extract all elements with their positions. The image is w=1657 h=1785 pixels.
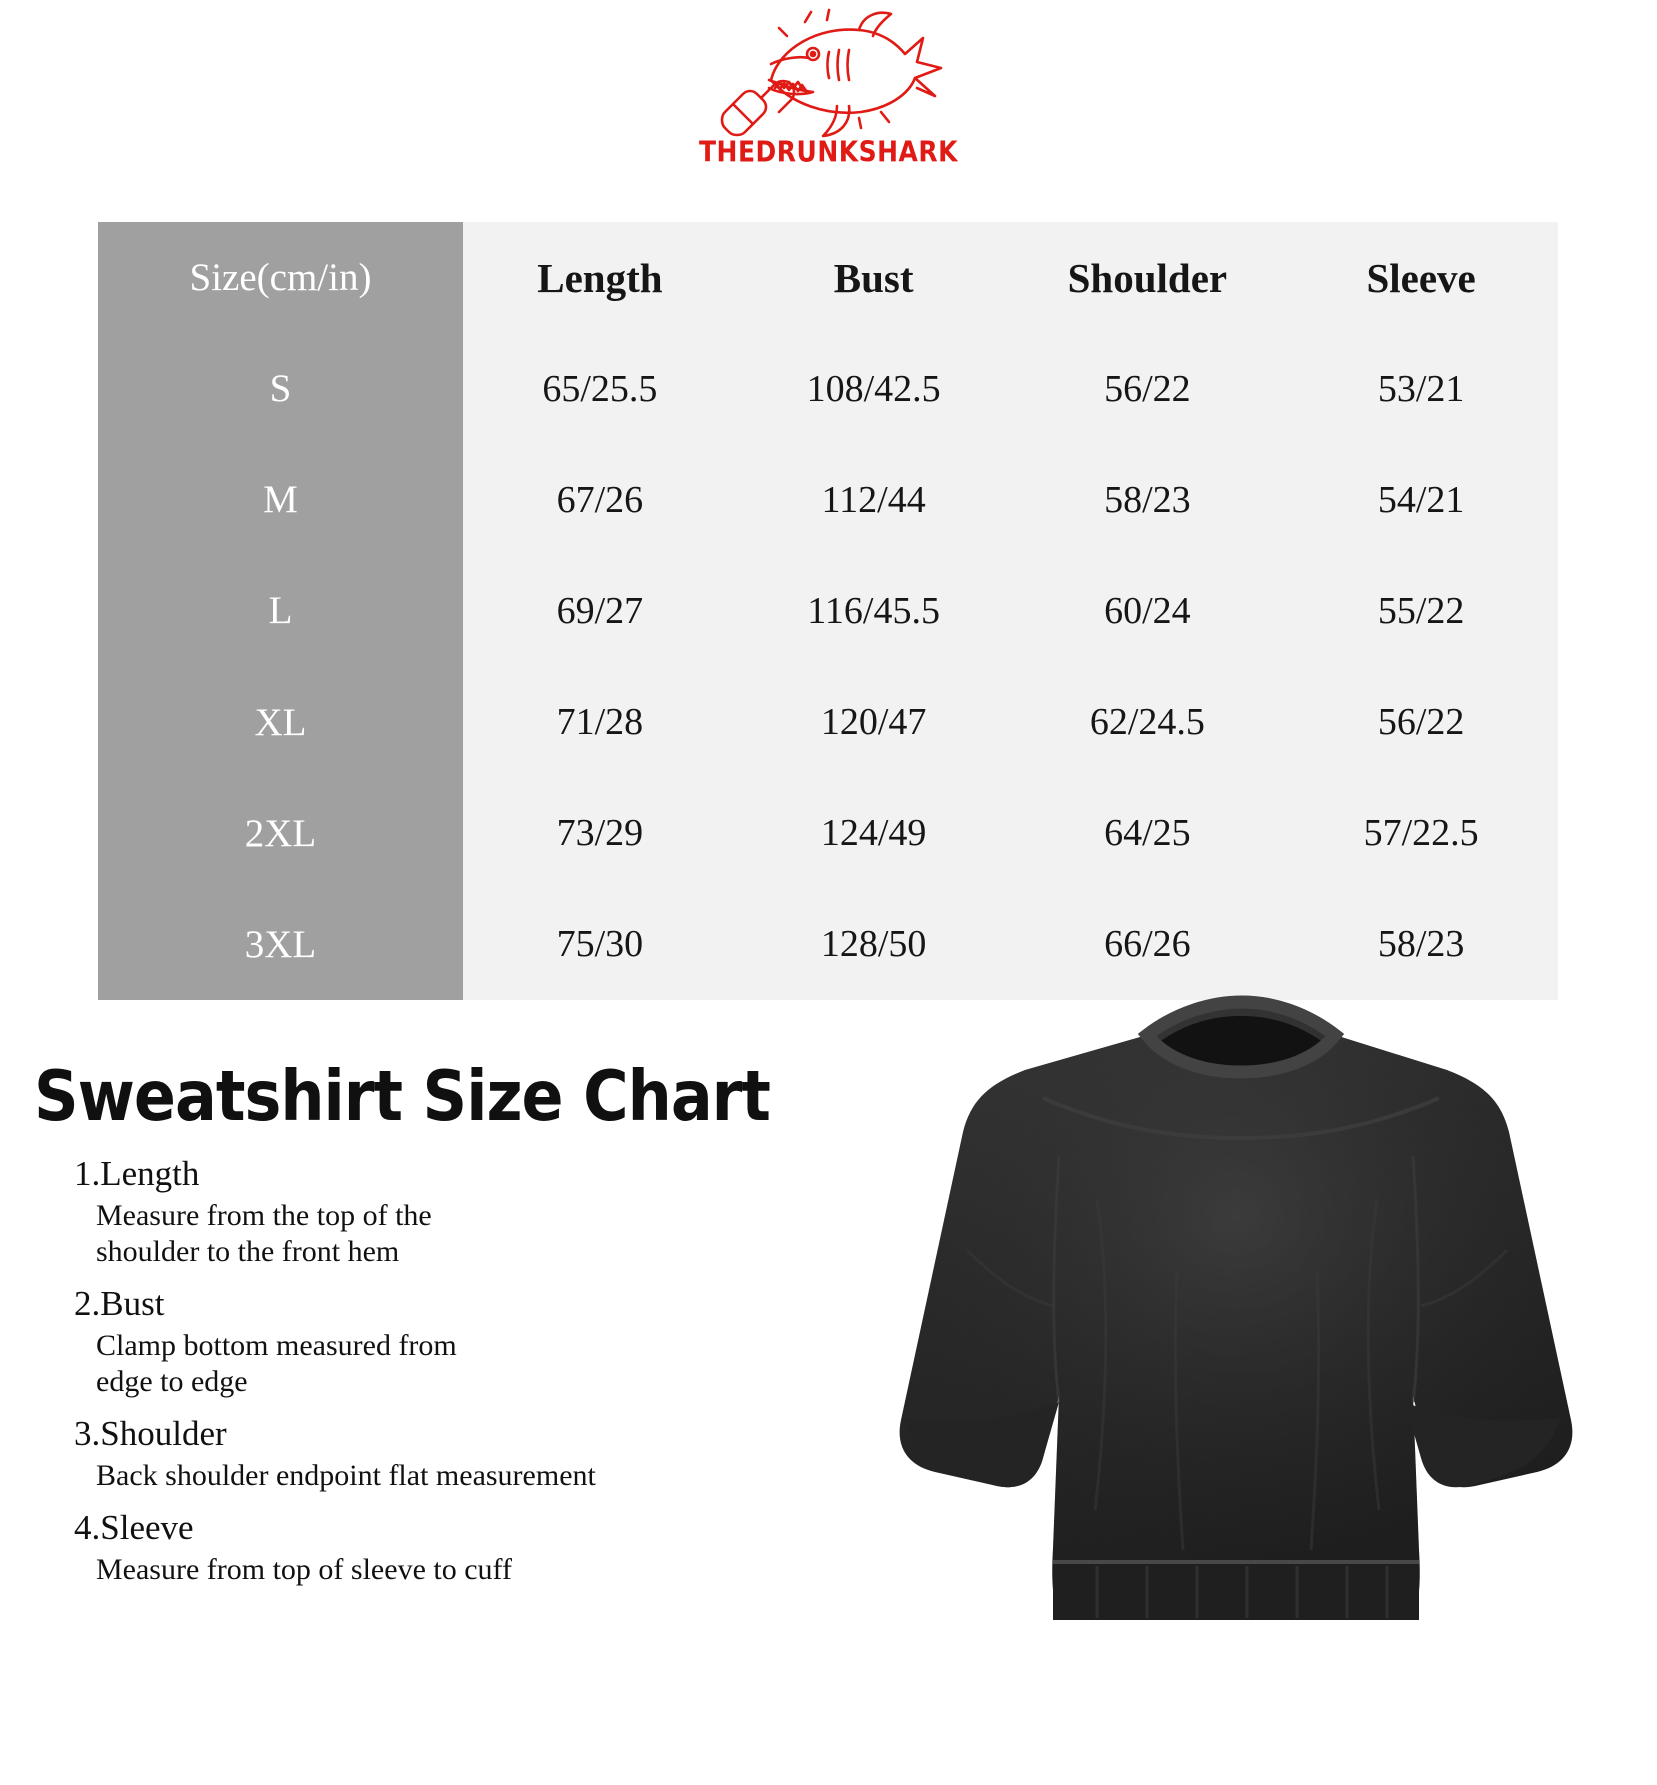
measurement-guide-section bbox=[0, 1000, 1657, 1785]
cell-bust: 112/44 bbox=[821, 478, 926, 521]
column-header-shoulder: Shoulder bbox=[1067, 254, 1228, 301]
table-row bbox=[463, 444, 1558, 555]
row-label-xl: XL bbox=[254, 700, 307, 744]
table-header-row bbox=[463, 222, 1558, 333]
guide-heading: 4.Sleeve bbox=[74, 1508, 194, 1547]
guide-item-sleeve bbox=[74, 1508, 854, 1588]
cell-bust: 108/42.5 bbox=[806, 367, 941, 410]
row-label-3xl: 3XL bbox=[244, 922, 317, 966]
guide-body: Back shoulder endpoint flat measurement bbox=[96, 1459, 596, 1492]
cell-length: 67/26 bbox=[556, 478, 644, 521]
measurement-columns bbox=[463, 222, 1558, 1000]
guide-item-shoulder bbox=[74, 1414, 854, 1494]
logo-block bbox=[698, 8, 959, 176]
column-header-sleeve: Sleeve bbox=[1366, 254, 1476, 301]
guide-text bbox=[34, 1055, 854, 1588]
row-label-m: M bbox=[263, 478, 298, 522]
row-label-2xl: 2XL bbox=[244, 811, 317, 855]
guide-item-bust bbox=[74, 1284, 854, 1400]
table-row bbox=[463, 667, 1558, 778]
size-chart-table bbox=[98, 222, 1558, 1000]
cell-sleeve: 58/23 bbox=[1377, 923, 1465, 966]
row-label-s: S bbox=[269, 367, 292, 411]
cell-bust: 116/45.5 bbox=[807, 589, 940, 632]
guide-body: Clamp bottom measured from edge to edge bbox=[96, 1329, 457, 1398]
guide-heading: 2.Bust bbox=[74, 1284, 165, 1323]
cell-length: 69/27 bbox=[556, 589, 644, 632]
cell-length: 71/28 bbox=[556, 701, 644, 744]
cell-shoulder: 56/22 bbox=[1104, 367, 1191, 410]
cell-shoulder: 66/26 bbox=[1104, 923, 1191, 966]
brand-logo bbox=[0, 0, 1657, 176]
cell-sleeve: 57/22.5 bbox=[1363, 812, 1479, 855]
guide-heading: 1.Length bbox=[74, 1154, 200, 1193]
guide-heading: 3.Shoulder bbox=[74, 1414, 227, 1453]
guide-item-length bbox=[74, 1154, 854, 1270]
column-header-size: Size(cm/in) bbox=[189, 256, 372, 300]
column-header-bust: Bust bbox=[833, 254, 914, 301]
guide-body: Measure from the top of the shoulder to the front hem bbox=[96, 1199, 432, 1268]
cell-sleeve: 54/21 bbox=[1377, 478, 1465, 521]
cell-length: 65/25.5 bbox=[542, 367, 658, 410]
size-column bbox=[98, 222, 463, 1000]
brand-wordmark: THEDRUNKSHARK bbox=[698, 134, 959, 169]
page-title: Sweatshirt Size Chart bbox=[34, 1055, 770, 1137]
cell-length: 75/30 bbox=[556, 923, 644, 966]
cell-shoulder: 60/24 bbox=[1104, 589, 1191, 632]
row-label-l: L bbox=[268, 589, 293, 633]
cell-length: 73/29 bbox=[556, 812, 644, 855]
table-row bbox=[463, 778, 1558, 889]
cell-sleeve: 53/21 bbox=[1377, 367, 1465, 410]
cell-shoulder: 64/25 bbox=[1104, 812, 1191, 855]
cell-sleeve: 55/22 bbox=[1377, 589, 1465, 632]
cell-sleeve: 56/22 bbox=[1377, 701, 1465, 744]
black-crewneck-sweatshirt-image bbox=[847, 950, 1617, 1740]
cell-bust: 120/47 bbox=[820, 701, 927, 744]
cell-bust: 124/49 bbox=[820, 812, 927, 855]
cell-bust: 128/50 bbox=[820, 923, 927, 966]
guide-body: Measure from top of sleeve to cuff bbox=[96, 1553, 512, 1586]
cell-shoulder: 58/23 bbox=[1104, 478, 1191, 521]
table-row bbox=[463, 555, 1558, 666]
column-header-length: Length bbox=[537, 254, 663, 301]
cell-shoulder: 62/24.5 bbox=[1089, 701, 1205, 744]
table-row bbox=[463, 333, 1558, 444]
shark-with-bottle-icon bbox=[709, 8, 949, 143]
